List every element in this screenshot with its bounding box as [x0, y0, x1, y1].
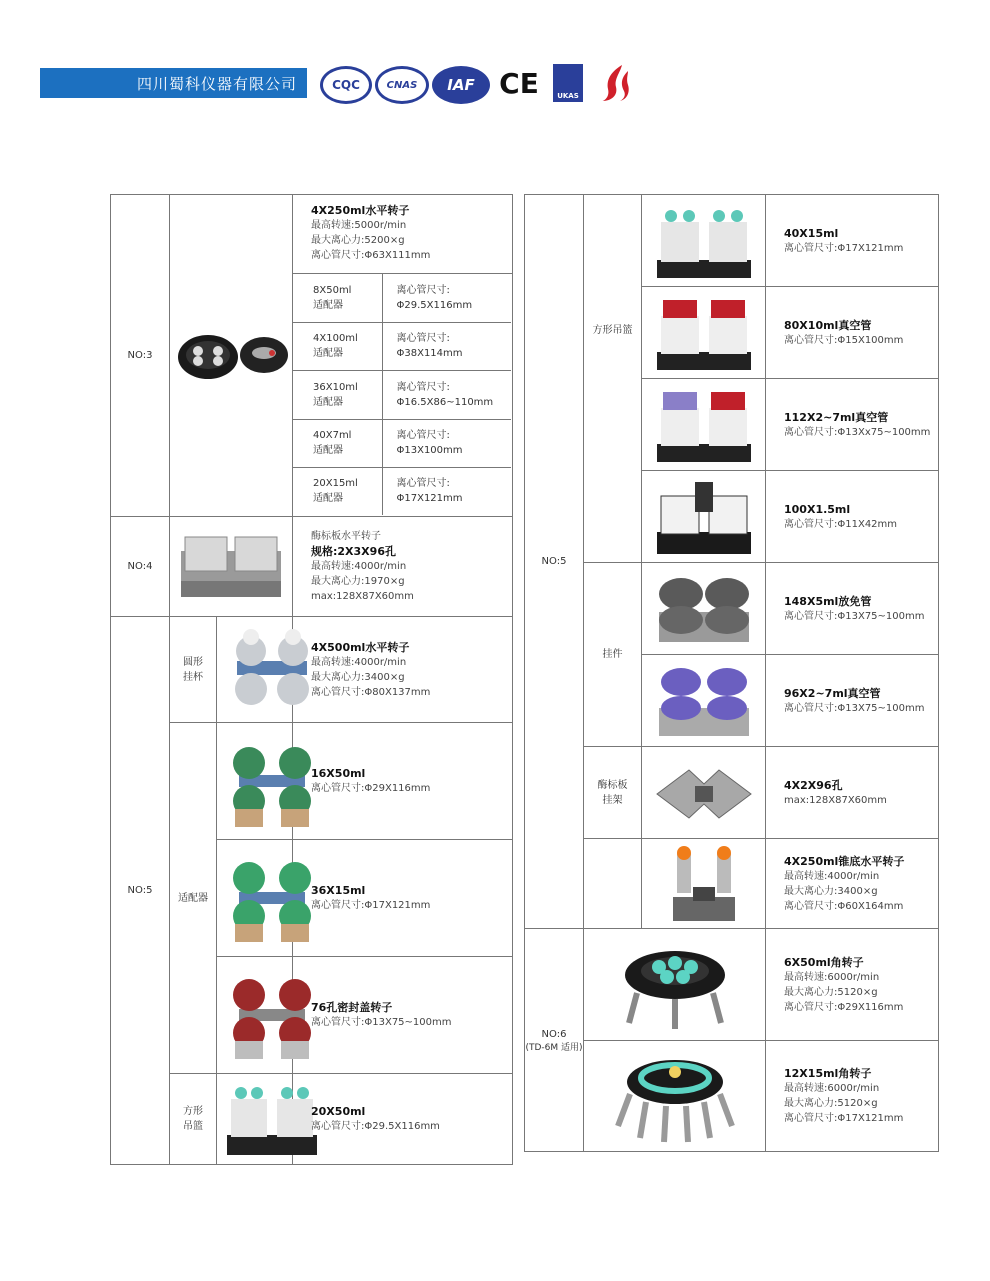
item-spec: 最大离心力:5120×g — [784, 1098, 878, 1109]
item-title: 36X15ml — [311, 884, 366, 897]
plate-hanger-category: 酶标板挂架 — [584, 747, 642, 839]
item-title: 96X2~7ml真空管 — [784, 686, 881, 700]
adapter-name: 8X50ml — [313, 284, 352, 296]
item-description — [766, 929, 939, 1041]
item-spec: 最大离心力:3400×g — [784, 885, 878, 897]
item-title: 40X15ml — [784, 226, 839, 240]
no5-row — [525, 195, 939, 287]
no5-row — [111, 723, 513, 840]
item-spec: 离心管尺寸:Φ11X42mm — [784, 518, 898, 530]
adapter-name: 20X15ml — [313, 478, 358, 490]
adapter-row — [293, 467, 511, 515]
adapter-size-label: 离心管尺寸: — [396, 478, 450, 490]
item-spec: 最高转速:4000r/min — [311, 656, 407, 668]
no3-spec: 最高转速:5000r/min — [311, 220, 407, 231]
rotor-image — [642, 195, 766, 287]
item-description — [766, 655, 939, 747]
rotor-image — [642, 287, 766, 379]
brand-flame-icon — [598, 64, 632, 102]
item-spec: 离心管尺寸:Φ29.5X116mm — [311, 1121, 440, 1132]
adapter-row — [293, 370, 511, 419]
item-description — [293, 723, 513, 840]
no3-title: 4X250ml水平转子 — [311, 204, 410, 217]
item-spec: 离心管尺寸:Φ17X121mm — [311, 900, 431, 911]
item-description — [293, 1074, 513, 1165]
rotor-image — [642, 379, 766, 471]
no5-row — [525, 747, 939, 839]
no6-label-cell — [525, 929, 584, 1152]
no6-label: NO:6 — [541, 1028, 567, 1040]
item-title: 100X1.5ml — [784, 502, 851, 516]
no5-row — [111, 617, 513, 723]
round-cup-category: 圆形挂杯 — [170, 617, 217, 723]
no6-row — [525, 1041, 939, 1152]
adapter-size-label: 离心管尺寸: — [396, 381, 450, 393]
item-title: 4X2X96孔 — [784, 778, 843, 792]
no6-note: (TD-6M 适用) — [525, 1042, 583, 1053]
no3-adapter-table — [293, 274, 511, 515]
company-banner — [40, 68, 307, 98]
no3-rotor-image — [170, 195, 293, 517]
adapter-row — [293, 419, 511, 467]
item-title: 12X15ml角转子 — [784, 1067, 872, 1080]
no4-description — [293, 517, 513, 617]
item-spec: 最高转速:4000r/min — [784, 870, 880, 882]
rotor-image — [217, 617, 293, 723]
right-spec-table — [524, 194, 939, 1152]
item-spec: 离心管尺寸:Φ29X116mm — [311, 783, 431, 794]
no4-label: NO:4 — [111, 517, 170, 617]
adapter-size: Φ17X121mm — [396, 493, 463, 505]
no5-label: NO:5 — [525, 195, 584, 929]
item-spec: 离心管尺寸:Φ60X164mm — [784, 900, 904, 912]
item-description — [766, 1041, 939, 1152]
adapter-category: 适配器 — [170, 723, 217, 1074]
no3-label: NO:3 — [111, 195, 170, 517]
no4-spec: 最大离心力:1970×g — [311, 576, 405, 587]
item-description — [766, 287, 939, 379]
item-description — [766, 379, 939, 471]
item-spec: 离心管尺寸:Φ80X137mm — [311, 686, 431, 698]
item-description — [766, 563, 939, 655]
item-spec: 离心管尺寸:Φ13X75~100mm — [311, 1017, 452, 1028]
adapter-name: 4X100ml — [313, 333, 358, 344]
adapter-size-label: 离心管尺寸: — [396, 430, 450, 441]
empty-category-cell — [584, 839, 642, 929]
item-title: 20X50ml — [311, 1105, 366, 1118]
no6-row — [525, 929, 939, 1041]
item-title: 4X250ml锥底水平转子 — [784, 854, 905, 868]
no3-spec: 最大离心力:5200×g — [311, 235, 405, 246]
item-description — [293, 957, 513, 1074]
item-description — [293, 617, 513, 723]
rotor-image — [217, 723, 293, 840]
no4-title: 规格:2X3X96孔 — [311, 545, 396, 558]
item-title: 80X10ml真空管 — [784, 318, 872, 332]
no5-row — [525, 563, 939, 655]
rotor-image — [642, 471, 766, 563]
item-spec: 离心管尺寸:Φ17X121mm — [784, 242, 904, 254]
no5-row — [111, 1074, 513, 1165]
adapter-size-label: 离心管尺寸: — [396, 284, 450, 296]
item-title: 6X50ml角转子 — [784, 955, 864, 969]
item-title: 112X2~7ml真空管 — [784, 410, 889, 424]
adapter-row — [293, 274, 511, 322]
rotor-image — [217, 957, 293, 1074]
adapter-name: 36X10ml — [313, 381, 358, 393]
adapter-unit: 适配器 — [313, 299, 343, 311]
item-description — [766, 839, 939, 929]
square-basket-category: 方形吊篮 — [170, 1074, 217, 1165]
cqc-logo: CQC — [320, 66, 372, 104]
company-name: 四川蜀科仪器有限公司 — [136, 75, 297, 93]
item-spec: 离心管尺寸:Φ13X75~100mm — [784, 702, 925, 714]
adapter-size-label: 离心管尺寸: — [396, 333, 450, 344]
item-spec: 最大离心力:5120×g — [784, 986, 878, 998]
no5-row — [525, 839, 939, 929]
adapter-unit: 适配器 — [313, 396, 343, 408]
rotor-image — [642, 747, 766, 839]
no3-spec: 离心管尺寸:Φ63X111mm — [311, 250, 431, 261]
iaf-logo: IAF — [432, 66, 490, 104]
item-spec: 离心管尺寸:Φ15X100mm — [784, 334, 904, 346]
adapter-name: 40X7ml — [313, 430, 352, 441]
item-spec: 离心管尺寸:Φ13X75~100mm — [784, 610, 925, 622]
cnas-logo: CNAS — [375, 66, 429, 104]
item-title: 4X500ml水平转子 — [311, 640, 410, 654]
adapter-unit: 适配器 — [313, 445, 343, 456]
item-spec: 最高转速:6000r/min — [784, 971, 880, 983]
item-spec: 离心管尺寸:Φ29X116mm — [784, 1001, 904, 1013]
rotor-image — [642, 839, 766, 929]
item-title: 16X50ml — [311, 767, 366, 780]
adapter-row — [293, 322, 511, 370]
rotor-image — [217, 1074, 293, 1165]
no4-row — [111, 517, 513, 617]
no4-spec: 最高转速:4000r/min — [311, 561, 407, 572]
item-spec: max:128X87X60mm — [784, 794, 887, 806]
item-spec: 离心管尺寸:Φ13Xx75~100mm — [784, 426, 931, 438]
item-description — [766, 195, 939, 287]
no3-description — [293, 195, 512, 274]
adapter-size: Φ29.5X116mm — [396, 299, 473, 311]
no5-label: NO:5 — [111, 617, 170, 1165]
adapter-unit: 适配器 — [313, 348, 343, 359]
item-description — [766, 471, 939, 563]
item-spec: 最高转速:6000r/min — [784, 1083, 880, 1094]
item-description — [293, 840, 513, 957]
item-title: 148X5ml放免管 — [784, 594, 872, 608]
rotor-image — [642, 655, 766, 747]
item-description — [766, 747, 939, 839]
no4-spec: max:128X87X60mm — [311, 591, 414, 602]
no4-subtitle: 酶标板水平转子 — [311, 531, 381, 542]
square-basket-category: 方形吊篮 — [584, 195, 642, 563]
no3-row — [111, 195, 513, 517]
no4-rotor-image — [170, 517, 293, 617]
hanger-category: 挂件 — [584, 563, 642, 747]
adapter-size: Φ16.5X86~110mm — [396, 396, 494, 408]
ce-logo: CE — [499, 66, 539, 100]
rotor-image — [584, 929, 766, 1041]
left-spec-table — [110, 194, 513, 1165]
item-spec: 离心管尺寸:Φ17X121mm — [784, 1113, 904, 1124]
ukas-logo: UKAS — [553, 64, 583, 102]
adapter-size: Φ13X100mm — [396, 445, 463, 456]
rotor-image — [584, 1041, 766, 1152]
rotor-image — [642, 563, 766, 655]
rotor-image — [217, 840, 293, 957]
adapter-unit: 适配器 — [313, 493, 343, 505]
adapter-size: Φ38X114mm — [396, 348, 463, 359]
item-title: 76孔密封盖转子 — [311, 1001, 393, 1014]
item-spec: 最大离心力:3400×g — [311, 671, 405, 683]
